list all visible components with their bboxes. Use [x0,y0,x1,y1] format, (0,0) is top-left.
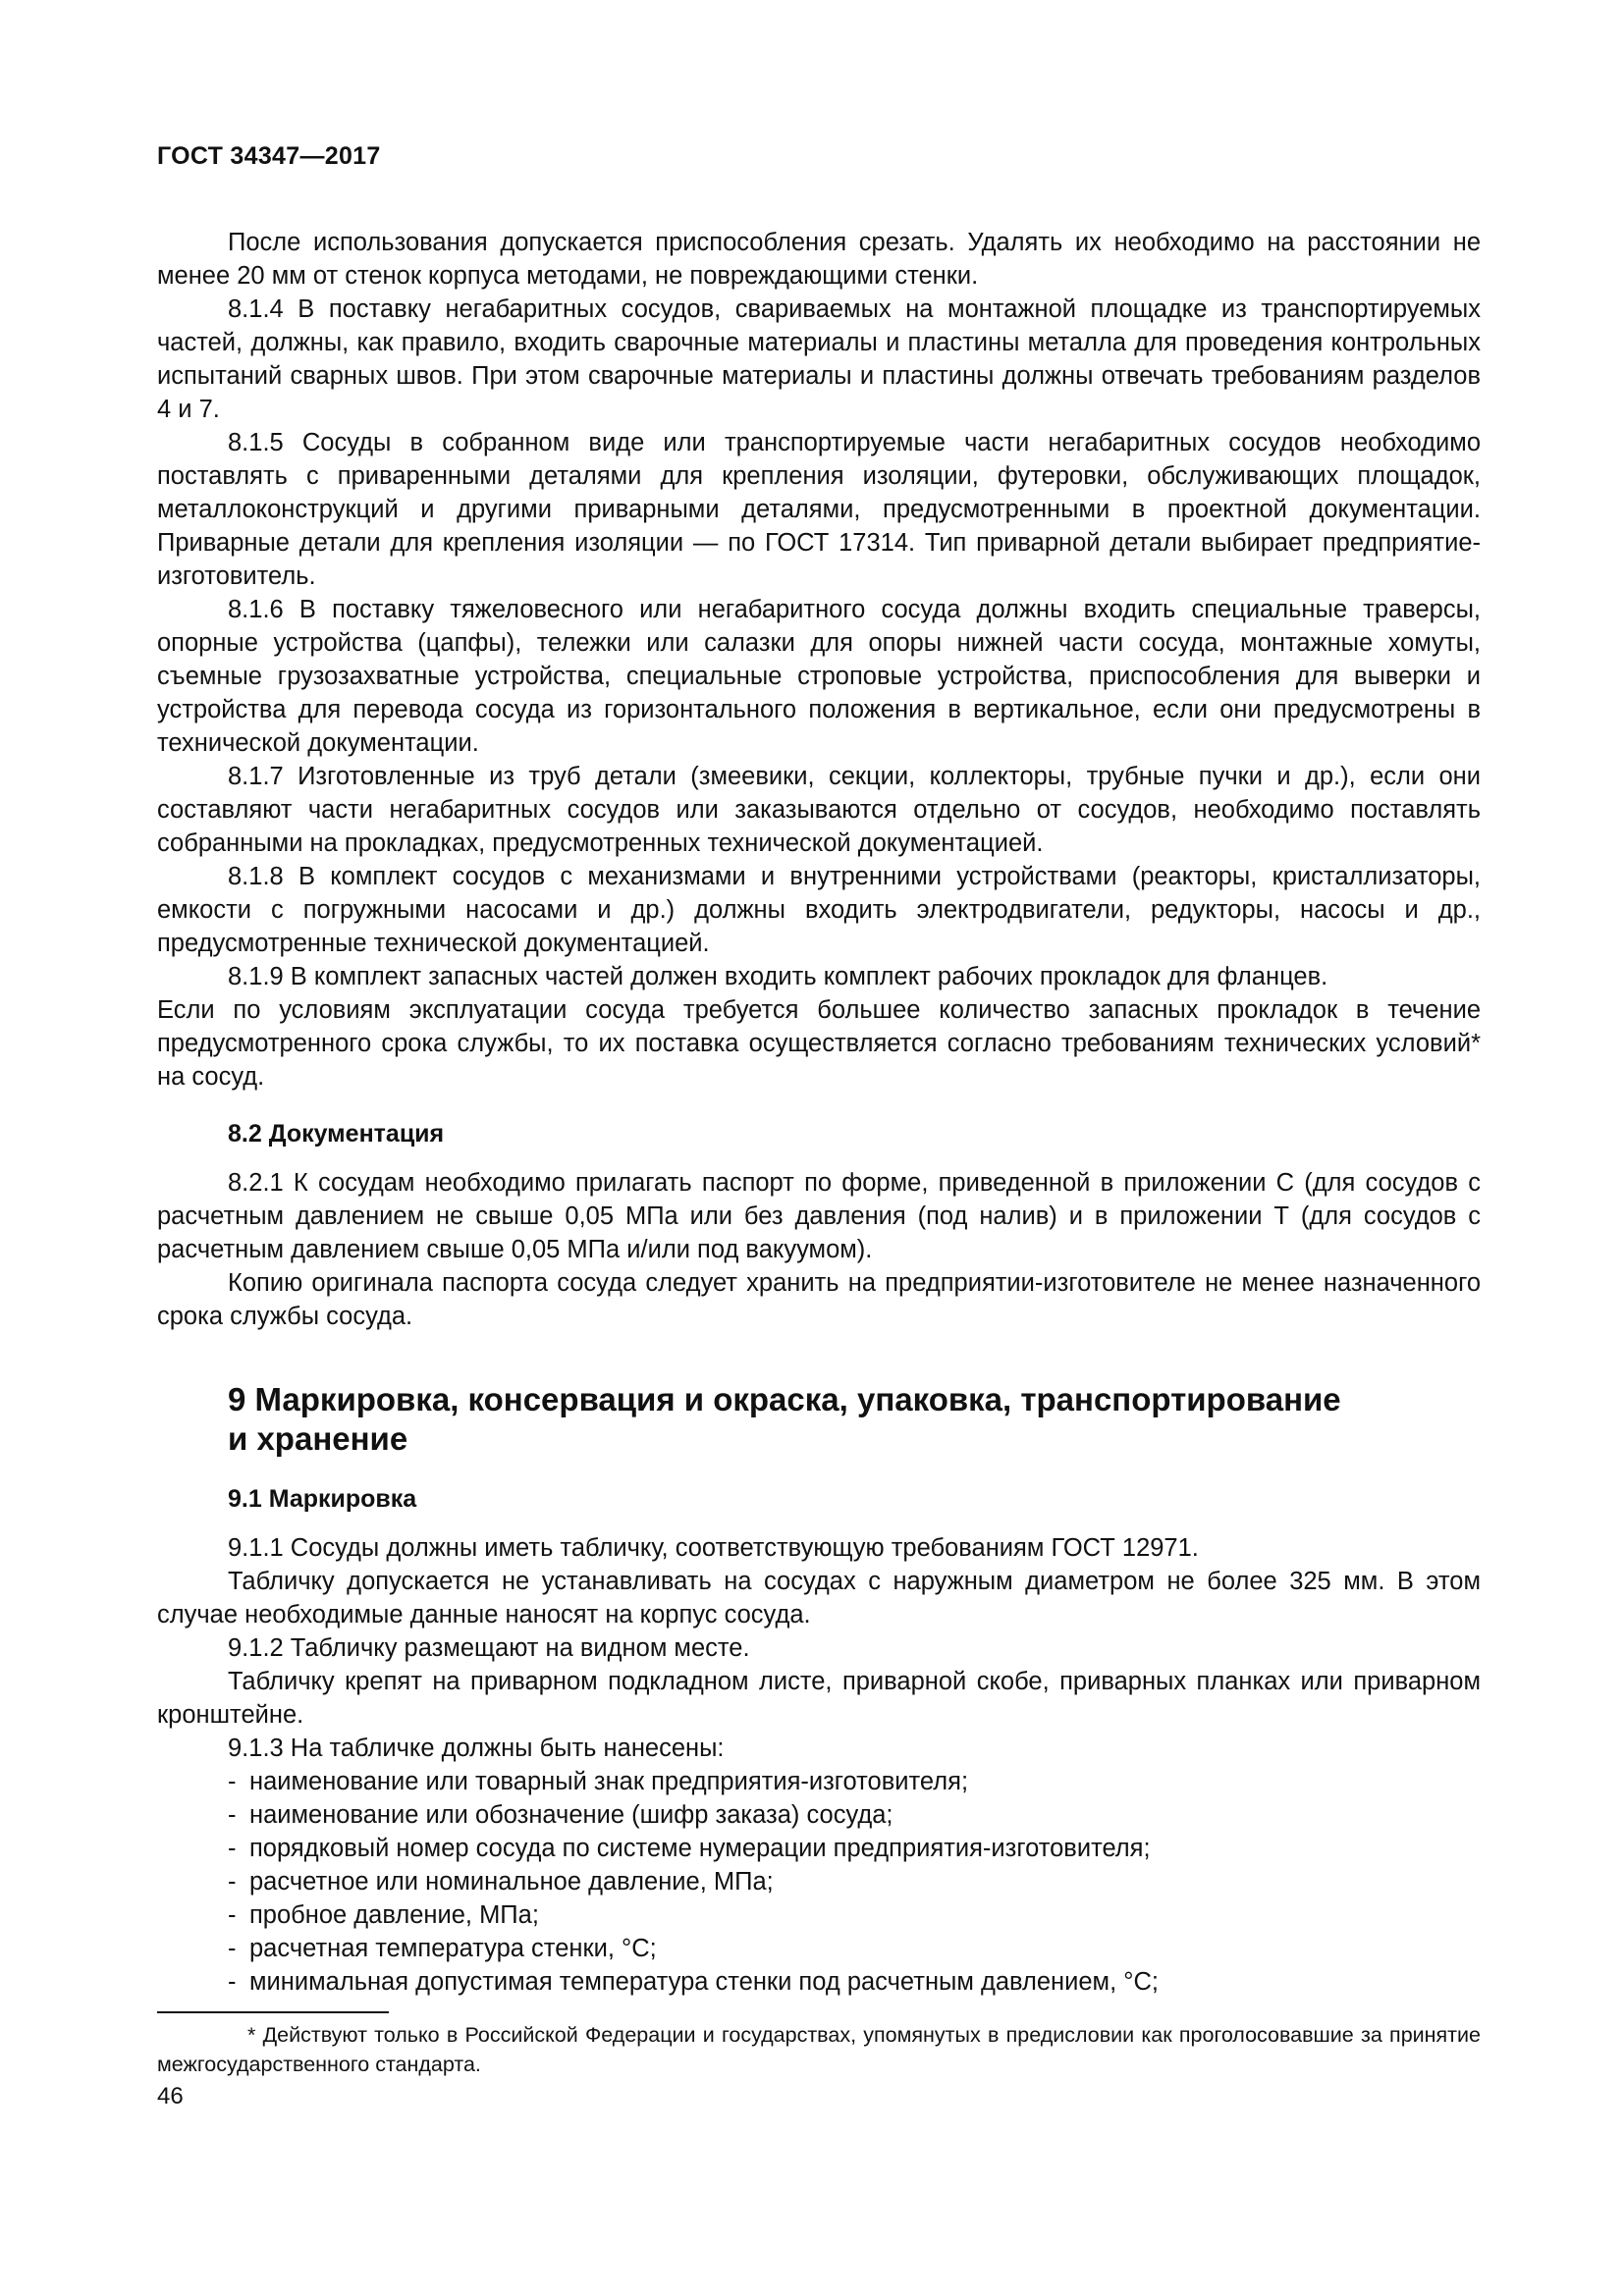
list-item: - расчетная температура стенки, °С; [228,1935,657,1962]
list-item: - наименование или товарный знак предприятия-изготовителя; [228,1768,969,1795]
list-item: - пробное давление, МПа; [228,1901,539,1929]
page-number: 46 [157,2083,184,2109]
paragraph-8-1-6: 8.1.6 В поставку тяжеловесного или негабаритного сосуда должны входить специальные траверсы, опорные устройства (цапфы), тележки или салазки для опоры нижней части сосуда, монтажные хомуты, съемные грузозахватные устройства, специальные строповые устройства, приспособления для выверки и устройства для перевода сосуда из горизонтального положения в вертикальное, если они предусмотрены в технической документации. [157,596,1481,757]
paragraph-9-1-2: 9.1.2 Табличку размещают на видном месте. [228,1634,750,1662]
paragraph: Табличку крепят на приварном подкладном листе, приварной скобе, приварных планках или приварном кронштейне. [157,1668,1481,1729]
paragraph-9-1-1: 9.1.1 Сосуды должны иметь табличку, соответствующую требованиям ГОСТ 12971. [228,1534,1199,1562]
footnote-divider [157,2011,389,2013]
paragraph: После использования допускается приспособления срезать. Удалять их необходимо на расстоянии не менее 20 мм от стенок корпуса методами, не повреждающими стенки. [157,229,1481,290]
list-item: - порядковый номер сосуда по системе нумерации предприятия-изготовителя; [228,1835,1151,1862]
paragraph-8-1-9-continuation: Если по условиям эксплуатации сосуда требуется большее количество запасных прокладок в течение предусмотренного срока службы, то их поставка осуществляется согласно требованиям технических условий* на сосуд. [157,996,1481,1091]
section-9-heading-line: 9 Маркировка, консервация и окраска, упаковка, транспортирование [228,1381,1341,1417]
list-item: - минимальная допустимая температура стенки под расчетным давлением, °С; [228,1968,1159,1996]
document-page [157,142,1481,1999]
paragraph-8-1-5: 8.1.5 Сосуды в собранном виде или транспортируемые части негабаритных сосудов необходимо поставлять с приваренными деталями для крепления изоляции, футеровки, обслуживающих площадок, металлоконструкций и другими приварными деталями, предусмотренными в проектной документации. Приварные детали для крепления изоляции — по ГОСТ 17314. Тип приварной детали выбирает предприятие-изготовитель. [157,429,1481,590]
paragraph-8-1-7: 8.1.7 Изготовленные из труб детали (змеевики, секции, коллекторы, трубные пучки и др.), если они составляют части негабаритных сосудов или заказываются отдельно от сосудов, необходимо поставлять собранными на прокладках, предусмотренных технической документацией. [157,763,1481,857]
footnote: * Действуют только в Российской Федерации и государствах, упомянутых в предисловии как проголосовавшие за принятие межгосударственного стандарта. [157,2023,1481,2076]
paragraph: Копию оригинала паспорта сосуда следует хранить на предприятии-изготовителе не менее назначенного срока службы сосуда. [157,1269,1481,1330]
paragraph-8-1-9: 8.1.9 В комплект запасных частей должен входить комплект рабочих прокладок для фланцев. [228,963,1328,990]
paragraph-8-1-4: 8.1.4 В поставку негабаритных сосудов, свариваемых на монтажной площадке из транспортируемых частей, должны, как правило, входить сварочные материалы и пластины металла для проведения контрольных испытаний сварных швов. При этом сварочные материалы и пластины должны отвечать требованиям разделов 4 и 7. [157,295,1481,423]
section-9-heading [228,1380,1481,1459]
paragraph-8-2-1: 8.2.1 К сосудам необходимо прилагать паспорт по форме, приведенной в приложении С (для сосудов с расчетным давлением не свыше 0,05 МПа или без давления (под налив) и в приложении Т (для сосудов с расчетным давлением свыше 0,05 МПа и/или под вакуумом). [157,1169,1481,1263]
document-code-header: ГОСТ 34347—2017 [157,142,381,170]
list-item: - наименование или обозначение (шифр заказа) сосуда; [228,1801,893,1829]
section-8-2-heading: 8.2 Документация [228,1120,445,1148]
plate-data-list [157,1765,1481,1999]
paragraph: Табличку допускается не устанавливать на сосудах с наружным диаметром не более 325 мм. В этом случае необходимые данные наносят на корпус сосуда. [157,1568,1481,1629]
paragraph-8-1-8: 8.1.8 В комплект сосудов с механизмами и внутренними устройствами (реакторы, кристаллизаторы, емкости с погружными насосами и др.) должны входить электродвигатели, редукторы, насосы и др., предусмотренные технической документацией. [157,863,1481,957]
section-9-1-heading: 9.1 Маркировка [228,1485,417,1513]
section-9-heading-line: и хранение [228,1420,408,1457]
list-item: - расчетное или номинальное давление, МПа; [228,1868,774,1896]
paragraph-9-1-3: 9.1.3 На табличке должны быть нанесены: [228,1735,725,1762]
